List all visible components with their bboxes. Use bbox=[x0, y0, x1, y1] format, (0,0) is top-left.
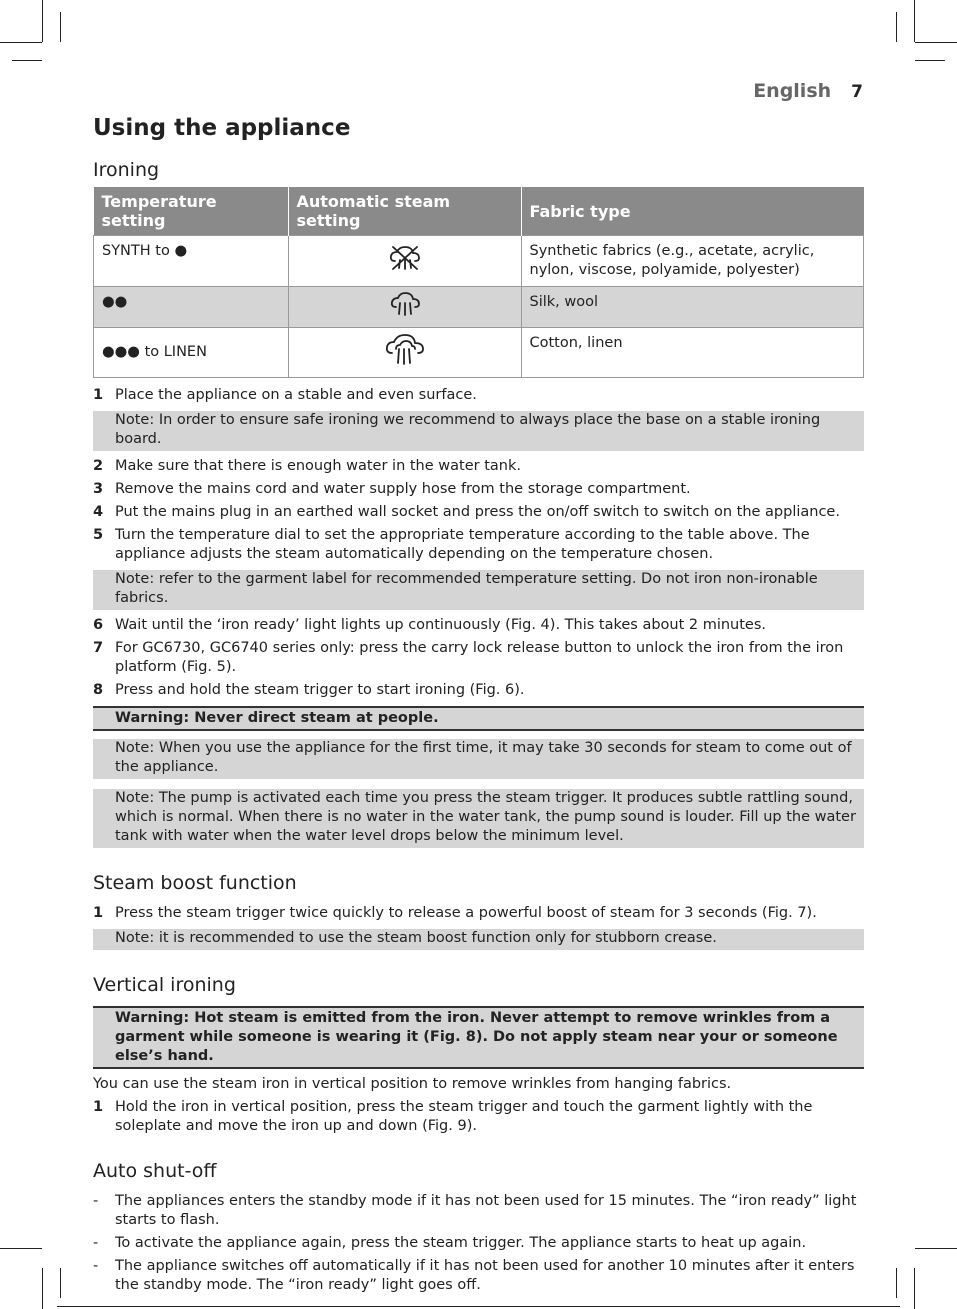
crop-mark bbox=[896, 12, 897, 42]
step-text: Put the mains plug in an earthed wall socket and press the on/off switch to switch on the appliance. bbox=[115, 504, 840, 520]
list-item bbox=[93, 681, 864, 700]
dash-marker: - bbox=[93, 1258, 99, 1274]
list-item bbox=[93, 904, 864, 923]
note-box: Note: it is recommended to use the steam boost function only for stubborn crease. bbox=[93, 929, 864, 950]
bullet-text: The appliances enters the standby mode if it has not been used for 15 minutes. The “iron ready” light starts to flash. bbox=[115, 1193, 857, 1228]
crop-mark bbox=[914, 1268, 915, 1309]
crop-mark bbox=[57, 1306, 900, 1307]
step-number: 3 bbox=[93, 481, 104, 497]
step-text: For GC6730, GC6740 series only: press the carry lock release button to unlock the iron from the iron platform (Fig. 5). bbox=[115, 640, 844, 675]
crop-mark bbox=[0, 1248, 42, 1249]
crop-mark bbox=[42, 1268, 43, 1309]
paragraph: You can use the steam iron in vertical position to remove wrinkles from hanging fabrics. bbox=[93, 1076, 732, 1092]
list-item bbox=[93, 1098, 864, 1136]
note-box: Note: In order to ensure safe ironing we recommend to always place the base on a stable ironing board. bbox=[93, 411, 864, 451]
step-text: Remove the mains cord and water supply hose from the storage compartment. bbox=[115, 481, 691, 497]
low-steam-icon bbox=[288, 287, 521, 328]
step-number: 5 bbox=[93, 527, 104, 543]
step-text: Turn the temperature dial to set the appropriate temperature according to the table above. The appliance adjusts the steam automatically depending on the temperature chosen. bbox=[115, 527, 810, 562]
settings-table bbox=[93, 187, 864, 378]
table-header-row bbox=[94, 187, 864, 236]
step-number: 1 bbox=[93, 905, 104, 921]
step-text: Make sure that there is enough water in the water tank. bbox=[115, 458, 521, 474]
warning-box: Warning: Never direct steam at people. bbox=[93, 706, 864, 731]
list-item bbox=[93, 526, 864, 564]
table-row bbox=[94, 328, 864, 378]
list-item bbox=[93, 480, 864, 499]
crop-mark bbox=[60, 12, 61, 42]
step-number: 4 bbox=[93, 504, 104, 520]
crop-mark bbox=[914, 0, 915, 42]
crop-mark bbox=[915, 60, 945, 61]
list-item bbox=[93, 616, 864, 635]
step-number: 1 bbox=[93, 1099, 104, 1115]
step-text: Press and hold the steam trigger to start ironing (Fig. 6). bbox=[115, 682, 525, 698]
fabric-cell: Cotton, linen bbox=[521, 328, 864, 378]
no-steam-icon bbox=[288, 236, 521, 287]
crop-mark bbox=[12, 60, 42, 61]
list-item bbox=[93, 639, 864, 677]
fabric-cell: Synthetic fabrics (e.g., acetate, acrylic, nylon, viscose, polyamide, polyester) bbox=[521, 236, 864, 287]
temperature-cell: SYNTH to ● bbox=[94, 236, 289, 287]
step-list bbox=[93, 616, 864, 700]
section-heading-vertical-ironing: Vertical ironing bbox=[93, 974, 236, 996]
bullet-list bbox=[93, 1192, 864, 1295]
crop-mark bbox=[915, 42, 957, 43]
step-number: 6 bbox=[93, 617, 104, 633]
bullet-text: To activate the appliance again, press the steam trigger. The appliance starts to heat up again. bbox=[115, 1235, 807, 1251]
table-row bbox=[94, 236, 864, 287]
list-item bbox=[93, 457, 864, 476]
dash-marker: - bbox=[93, 1193, 99, 1209]
note-box: Note: When you use the appliance for the first time, it may take 30 seconds for steam to come out of the appliance. bbox=[93, 739, 864, 779]
step-number: 8 bbox=[93, 682, 104, 698]
step-number: 2 bbox=[93, 458, 104, 474]
section-heading-auto-shutoff: Auto shut-off bbox=[93, 1160, 217, 1182]
crop-mark bbox=[60, 1268, 61, 1298]
crop-mark bbox=[915, 1248, 957, 1249]
step-text: Hold the iron in vertical position, press the steam trigger and touch the garment lightly with the soleplate and move the iron up and down (Fig. 9). bbox=[115, 1099, 813, 1134]
note-box: Note: refer to the garment label for recommended temperature setting. Do not iron non-ironable fabrics. bbox=[93, 570, 864, 610]
list-item bbox=[93, 386, 864, 405]
step-list bbox=[93, 904, 864, 923]
column-header: Automatic steam setting bbox=[288, 187, 521, 236]
crop-mark bbox=[42, 0, 43, 42]
crop-mark bbox=[0, 42, 42, 43]
list-item bbox=[93, 1192, 864, 1230]
list-item bbox=[93, 1234, 864, 1253]
page-number: 7 bbox=[851, 82, 863, 102]
page-title: Using the appliance bbox=[93, 115, 351, 141]
step-text: Press the steam trigger twice quickly to release a powerful boost of steam for 3 seconds (Fig. 7). bbox=[115, 905, 817, 921]
temperature-cell: ●● bbox=[94, 287, 289, 328]
step-text: Wait until the ‘iron ready’ light lights up continuously (Fig. 4). This takes about 2 minutes. bbox=[115, 617, 767, 633]
step-list bbox=[93, 457, 864, 564]
bullet-text: The appliance switches off automatically if it has not been used for another 10 minutes after it enters the standby mode. The “iron ready” light goes off. bbox=[115, 1258, 855, 1293]
step-text: Place the appliance on a stable and even surface. bbox=[115, 387, 477, 403]
language-label: English bbox=[753, 80, 832, 102]
table-row bbox=[94, 287, 864, 328]
crop-mark bbox=[896, 1268, 897, 1298]
step-number: 1 bbox=[93, 387, 104, 403]
note-box: Note: The pump is activated each time you press the steam trigger. It produces subtle rattling sound, which is normal. When there is no water in the water tank, the pump sound is louder. Fill up the water tank with water when the water level drops below the minimum level. bbox=[93, 789, 864, 848]
warning-box: Warning: Hot steam is emitted from the iron. Never attempt to remove wrinkles from a garment while someone is wearing it (Fig. 8). Do not apply steam near your or someone else’s hand. bbox=[93, 1006, 864, 1069]
list-item bbox=[93, 503, 864, 522]
list-item bbox=[93, 1257, 864, 1295]
column-header: Temperature setting bbox=[94, 187, 289, 236]
section-heading-steam-boost: Steam boost function bbox=[93, 872, 297, 894]
dash-marker: - bbox=[93, 1235, 99, 1251]
high-steam-icon bbox=[288, 328, 521, 378]
column-header: Fabric type bbox=[521, 187, 864, 236]
page-content bbox=[93, 115, 864, 1299]
step-list bbox=[93, 386, 864, 405]
step-number: 7 bbox=[93, 640, 104, 656]
page-header bbox=[753, 80, 863, 102]
step-list bbox=[93, 1098, 864, 1136]
fabric-cell: Silk, wool bbox=[521, 287, 864, 328]
section-heading-ironing: Ironing bbox=[93, 159, 160, 181]
temperature-cell: ●●● to LINEN bbox=[94, 328, 289, 378]
